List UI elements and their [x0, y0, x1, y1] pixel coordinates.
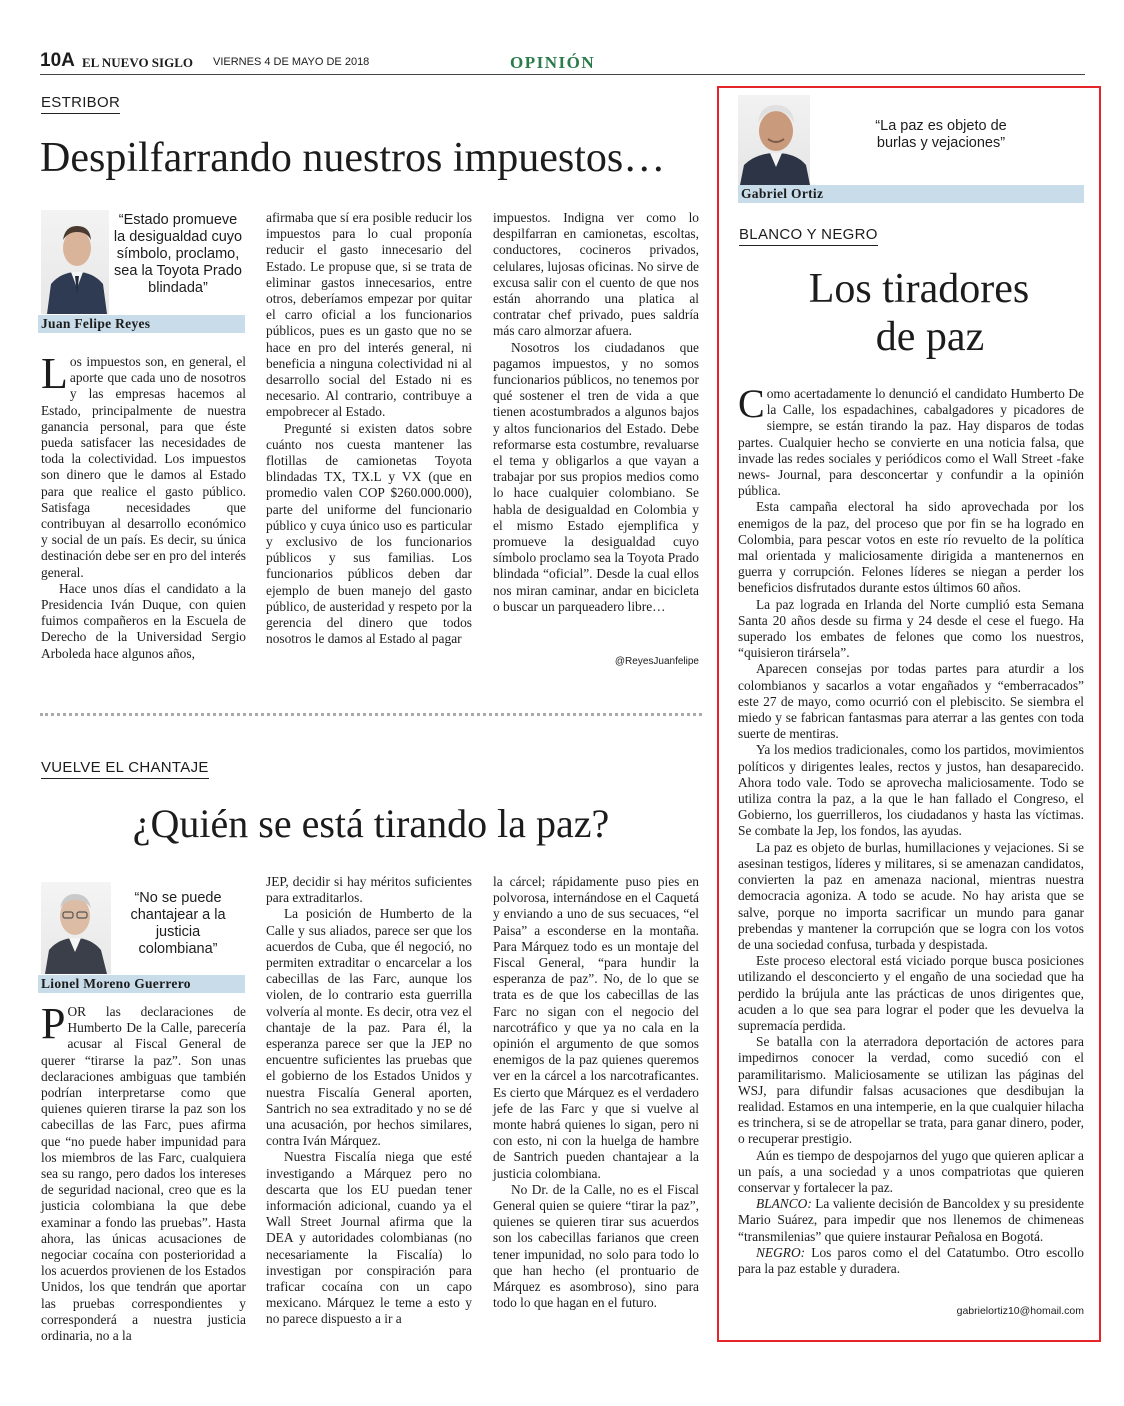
article2-paragraph: JEP, decidir si hay méritos suficientes para extraditarlos.	[266, 874, 472, 906]
article2-paragraph: No Dr. de la Calle, no es el Fiscal General quien se quiere “tirar la paz”, quienes se quieren tirar sus acuerdos son los cabecillas farianos que creen tener impunidad, no solo para todo lo que han hecho (el prontuario de Márquez es asombroso), sino para todo lo que hagan en el futuro.	[493, 1181, 699, 1311]
article2-paragraph: Nuestra Fiscalía niega que esté investigando a Márquez pero no descarta que los EU puedan tener información adicional, cuando ya el Wall Street Journal afirma que la DEA y autoridades colombianas (no necesariamente la Fiscalía) lo investigan por conspiración para traficar cocaína con un capo mexicano. Márquez le teme a esto y no parece dispuesto a ir a	[266, 1149, 472, 1327]
dropcap: P	[41, 999, 66, 1048]
article1-headline: Despilfarrando nuestros impuestos…	[40, 135, 666, 181]
headline-line: Los tiradores	[808, 266, 1030, 312]
article1-paragraph: afirmaba que sí era posible reducir los impuestos para lo cual proponía reducir el gasto innecesario del Estado. Le propuse que, si se trata de eliminar gastos innecesarios, entre otros, deberíamos empezar por quitar el carro oficial a los funcionarios públicos, pues es un gasto que no se hace en pro del interés general, ni beneficia a ninguna colectividad ni al desarrollo social del Estado ni es necesario. Al contrario, contribuye a empobrecer al Estado.	[266, 210, 472, 420]
article1-column-1	[41, 349, 246, 662]
blanco-label: BLANCO:	[756, 1196, 812, 1212]
page-number: 10A	[40, 50, 75, 71]
article2-paragraph: la cárcel; rápidamente puso pies en polvorosa, internándose en el Caquetá y enviando a uno de sus secuaces, “el Paisa” a esconderse en la montaña. Para Márquez todo es un montaje del Fiscal General, “para hundir la esperanza de paz”. No, de lo que se trata es de que los cabecillas de las Farc no sigan con el negocio del narcotráfico y que ya no cala en la opinión el argumento de que somos enemigos de la paz quienes queremos ver en la cárcel a los narcotraficantes. Es cierto que Márquez es el verdadero jefe de las Farc y que si vuelve al monte habrá quienes lo sigan, pero ni con esto, ni con la huelga de hambre de Santrich pueden chantajear a la justicia colombiana.	[493, 874, 699, 1181]
article2-headline: ¿Quién se está tirando la paz?	[132, 801, 610, 846]
dropcap: L	[41, 349, 68, 398]
article1-quote: “Estado promueve la desigualdad cuyo símbolo, proclamo, sea la Toyota Prado blindada”	[113, 212, 243, 296]
blanco-text: La valiente decisión de Bancoldex y su presidente Mario Suárez, para impedir que nos llenemos de chimeneas “transmilenias” que quiere instaurar Peñalosa en Bogotá.	[738, 1196, 1084, 1244]
article1-column-3	[493, 210, 699, 615]
header-rule	[40, 74, 1085, 75]
dropcap: C	[738, 381, 765, 426]
article2-paragraph: La posición de Humberto de la Calle y sus aliados, parece ser que los acuerdos de Cuba, que él negoció, no permiten extraditar o encarcelar a los cabecillas de las Farc, aunque los violen, de lo contrario esta guerrilla volvería al monte. Es decir, otra vez el chantaje de la paz. Para él, la esperanza parece ser que la JEP no encuentre suficientes las pruebas que el gobierno de los Estados Unidos y nuestra Fiscalía General aporten, Santrich no sea extraditado y no se dé una acusación, por hechos similares, contra Iván Márquez.	[266, 906, 472, 1149]
section-title: OPINIÓN	[510, 53, 596, 72]
paper-name: EL NUEVO SIGLO	[82, 55, 193, 70]
article2-column-1	[41, 999, 246, 1344]
author-portrait-icon	[738, 95, 810, 185]
article3-paragraph: Esta campaña electoral ha sido aprovechada por los enemigos de la paz, del proceso que por fin se ha logrado en Colombia, para pescar votos en este río revuelto de la política mal orientada y maliciosamente dirigida a mantenernos en guerra y corrupción. Felones líderes se niegan a perder los beneficios disfrutados durante estos últimos 60 años.	[738, 499, 1084, 596]
author-portrait-icon	[41, 210, 109, 314]
issue-date: VIERNES 4 DE MAYO DE 2018	[213, 56, 370, 68]
article3-paragraph: Ya los medios tradicionales, como los partidos, movimientos políticos y dirigentes leales, rectos y justos, han desaparecido. Ahora todo vale. Todo se aprovecha maliciosamente. Todo se utiliza contra la paz, a la que le han fallado el Congreso, el Gobierno, los guerrilleros, los ciudadanos y hasta las víctimas. Se combate la Jep, los fondos, las ayudas.	[738, 742, 1084, 839]
article3-paragraph: Aún es tiempo de despojarnos del yugo que quieren aplicar a un país, a una sociedad y a unos compatriotas que quieren conservar y fortalecer la paz.	[738, 1147, 1084, 1195]
dotted-separator	[40, 713, 702, 716]
article2-column-2	[266, 874, 472, 1328]
article3-section-label: BLANCO Y NEGRO	[739, 226, 878, 246]
article3-paragraph: Este proceso electoral está viciado porque busca posiciones utilizando el desconcierto y el engaño de una sociedad que ha perdido la brújula ante las prácticas de unos dirigentes que, acuden a lo que sea para lograr el poder que les devuelva la supremacía perdida.	[738, 953, 1084, 1033]
article3-quote: “La paz es objeto de burlas y vejaciones”	[875, 118, 1007, 151]
article3-headline	[738, 265, 1084, 361]
article1-paragraph: Nosotros los ciudadanos que pagamos impuestos, y no somos funcionarios públicos, no tenemos por qué sostener el tren de vida a que tienen acostumbrados a algunos bajos y altos funcionarios del Estado. Debe reformarse esta costumbre, revaluarse el tema y obligarlos a que vayan a trabajar por sus propios medios como lo hace cualquier colombiano. Se habla de desigualdad en Colombia y el mismo Estado ejemplifica y promueve la desigualdad cuyo símbolo proclamo sea la Toyota Prado blindada “oficial”. Desde la cual ellos nos miran caminar, andar en bicicleta o buscar un parqueadero libre…	[493, 339, 699, 614]
article3-paragraph: La paz es objeto de burlas, humillaciones y vejaciones. Si se asesinan testigos, líderes y militares, si se amenazan candidatos, convierten la paz en amenaza nacional, mientras nuestra democracia agoniza. A todo se acude. No hay arista que se salve, porque no importa sacrificar un mundo para ganar prebendas y mantener la corrupción que se logra con los votos de una sociedad confusa, turbada y despistada.	[738, 839, 1084, 952]
article1-twitter-handle: @ReyesJuanfelipe	[614, 656, 699, 667]
article1-author: Juan Felipe Reyes	[38, 315, 245, 333]
article2-author: Lionel Moreno Guerrero	[38, 975, 245, 993]
article3-email: gabrielortiz10@homail.com	[956, 1305, 1084, 1317]
article3-paragraph: La paz lograda en Irlanda del Norte cumplió esta Semana Santa 20 años desde su firma y 24 desde el cese el fuego. Ha superado los embates de felones que como los nuestros, “quisieron tirársela”.	[738, 596, 1084, 661]
author-photo	[41, 882, 111, 974]
article3-author: Gabriel Ortiz	[738, 185, 1084, 203]
negro-label: NEGRO:	[756, 1244, 806, 1260]
page-header	[40, 50, 1085, 74]
article3-paragraph	[738, 1245, 1084, 1277]
article1-section-label: ESTRIBOR	[41, 94, 120, 114]
article1-paragraph: impuestos. Indigna ver como lo despilfarran en camionetas, escoltas, conductores, cocineros privados, celulares, lujosas oficinas. No sirve de excusa salir con el cuento de que nos están ahorrando una platica al contratar chef privado, pues saldría más caro almorzar afuera.	[493, 210, 699, 339]
article2-section-label: VUELVE EL CHANTAJE	[41, 759, 209, 779]
article2-paragraph: OR las declaraciones de Humberto De la Calle, parecería acusar al Fiscal General de querer “tirarse la paz”. Son unas declaraciones ambiguas que también podrían interpretarse como que quienes quieren tirarse la paz son los cabecillas de las Farc, pues afirma que “no puede haber impunidad para los miembros de las Farc, cualquiera sea su rango, pero dados los intereses de seguridad nacional, creo que es la justicia colombiana la que debe examinar a fondo las pruebas”. Hasta ahora, las únicas acusaciones de negociar cocaína con posterioridad a los acuerdos provienen de los Estados Unidos, los que tendrán que aportar las pruebas correspondientes y corresponderá a nuestra justicia ordinaria, no a la	[41, 1004, 246, 1344]
article1-paragraph: Hace unos días el candidato a la Presidencia Iván Duque, con quien fuimos compañeros en la Escuela de Derecho de la Universidad Sergio Arboleda hace algunos años,	[41, 580, 246, 661]
article3-paragraph: Se batalla con la aterradora deportación de actores para impedirnos conocer la verdad, como sucedió con el paramilitarismo. Maliciosamente se utilizan las páginas del WSJ, para difundir falsas acusaciones que desdibujan la realidad. Estamos en una intemperie, en la que cualquier hilacha es trinchera, si se de atropellar se trata, para ganar dinero, poder, o recuperar prestigio.	[738, 1034, 1084, 1147]
author-photo	[41, 210, 109, 314]
article3-body	[738, 381, 1084, 1277]
negro-text: Los paros como el del Catatumbo. Otro escollo para la paz estable y duradera.	[738, 1244, 1084, 1276]
article3-paragraph: Aparecen consejas por todas partes para aturdir a los colombianos y sacarlos a votar engañados y “emberracados” este 27 de mayo, como ocurrió con el plebiscito. Se siembra el miedo y se fabrican fantasmas para aterrar a las gentes con toda suerte de mentiras.	[738, 661, 1084, 742]
headline-line: de paz	[875, 314, 985, 360]
article3-paragraph: omo acertadamente lo denunció el candidato Humberto De la Calle, los espadachines, cabalgadores y picadores de siempre, se están tirando la paz. Hay disparos de todas partes. Cualquier hecho se convierte en una noticia falsa, que invade las redes sociales y periódicos como el Wall Street -fake news- Journal, para desconcertar y confundir a la opinión pública.	[738, 386, 1084, 499]
article1-paragraph: Pregunté si existen datos sobre cuánto nos cuesta mantener las flotillas de camionetas Toyota blindadas TX, TX.L y VX (que en promedio valen COP $260.000.000), parte del uniforme del funcionario público y cuya único uso es particular y exclusivo de los funcionarios públicos y sus familias. Los funcionarios públicos deben dar ejemplo de buen manejo del gasto público, de austeridad y respeto por la gerencia del dinero que todos nosotros le damos al Estado al pagar	[266, 420, 472, 647]
article3-paragraph	[738, 1196, 1084, 1245]
author-portrait-icon	[41, 882, 111, 974]
author-photo	[738, 95, 810, 185]
article2-column-3	[493, 874, 699, 1311]
article1-paragraph: os impuestos son, en general, el aporte que cada uno de nosotros y las empresas hacemos al Estado, principalmente de nuestra ganancia personal, para que éste pueda satisfacer las necesidades de toda la colectividad. Los impuestos son dinero que le damos al Estado para que realice el gasto público. Satisfaga necesidades que contribuyan al desarrollo económico y social de un país. Es decir, su única destinación debe ser en pro del interés general.	[41, 354, 246, 580]
article2-quote: “No se puede chantajear a la justicia colombiana”	[130, 890, 226, 957]
article1-column-2	[266, 210, 472, 647]
